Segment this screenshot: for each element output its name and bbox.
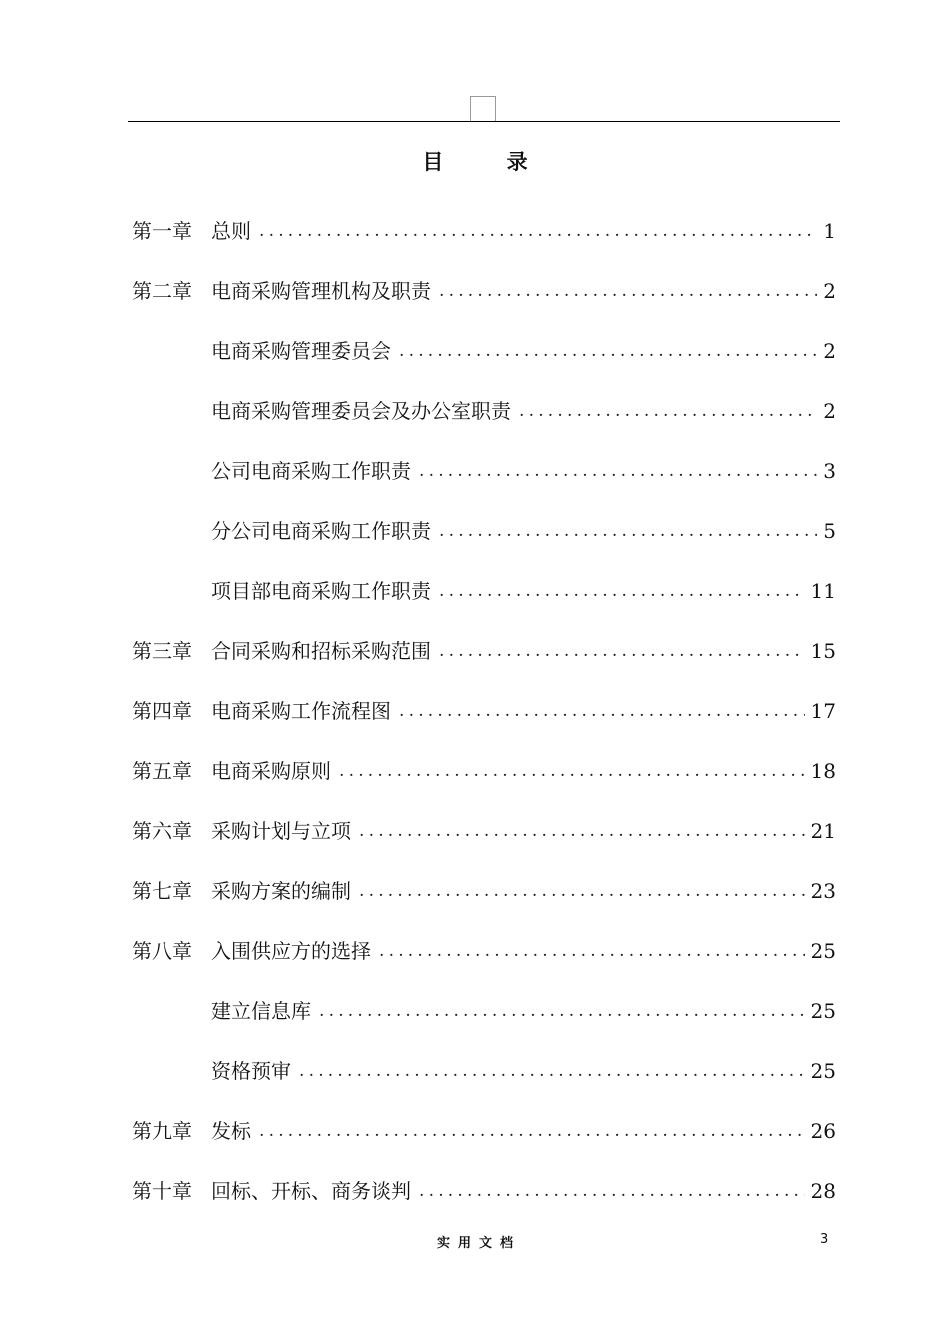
entry-title: 电商采购原则 [211,759,331,783]
toc-entry-chapter-3[interactable] [132,621,836,681]
toc-entry-section[interactable] [132,321,836,381]
dot-leader [259,1113,805,1149]
page-number: 11 [810,579,836,603]
page-number: 2 [823,339,836,363]
chapter-number: 第二章 [132,279,192,303]
entry-title: 采购计划与立项 [211,819,351,843]
footer-page-number: 3 [820,1232,829,1247]
chapter-number: 第九章 [132,1119,192,1143]
dot-leader [299,1053,805,1089]
dot-leader [339,753,805,789]
entry-title: 分公司电商采购工作职责 [211,519,431,543]
dot-leader [439,273,817,309]
page-number: 17 [810,699,836,723]
page-number: 25 [810,939,836,963]
page-number: 25 [810,999,836,1023]
entry-title: 建立信息库 [211,999,311,1023]
entry-title: 电商采购管理委员会 [211,339,391,363]
page-number: 15 [810,639,836,663]
dot-leader [419,453,817,489]
chapter-number: 第八章 [132,939,192,963]
entry-title: 合同采购和招标采购范围 [211,639,431,663]
dot-leader [519,393,817,429]
toc-entry-chapter-9[interactable] [132,1101,836,1161]
dot-leader [259,213,817,249]
page-number: 23 [810,879,836,903]
entry-title: 电商采购工作流程图 [211,699,391,723]
page-number: 28 [810,1179,836,1203]
dot-leader [319,993,805,1029]
dot-leader [439,513,817,549]
entry-title: 发标 [211,1119,251,1143]
toc-entry-section[interactable] [132,441,836,501]
chapter-number: 第三章 [132,639,192,663]
toc-entry-chapter-5[interactable] [132,741,836,801]
header-frame [470,96,496,121]
footer-label: 实用文档 [436,1236,521,1251]
toc-entry-chapter-8[interactable] [132,921,836,981]
page-number: 2 [823,279,836,303]
entry-title: 项目部电商采购工作职责 [211,579,431,603]
dot-leader [439,573,805,609]
entry-title: 电商采购管理机构及职责 [211,279,431,303]
header-rule [128,121,840,122]
chapter-number: 第六章 [132,819,192,843]
page-number: 5 [823,519,836,543]
chapter-number: 第七章 [132,879,192,903]
page-number: 1 [823,219,836,243]
page-number: 18 [810,759,836,783]
entry-title: 采购方案的编制 [211,879,351,903]
toc-entry-chapter-10[interactable] [132,1161,836,1221]
toc-title: 目 录 [422,149,556,174]
dot-leader [399,693,805,729]
toc-list [132,201,836,1221]
toc-entry-section[interactable] [132,501,836,561]
toc-entry-chapter-2[interactable] [132,261,836,321]
entry-title: 入围供应方的选择 [211,939,371,963]
page-number: 2 [823,399,836,423]
page-number: 21 [810,819,836,843]
toc-entry-section[interactable] [132,981,836,1041]
page-number: 26 [810,1119,836,1143]
entry-title: 总则 [211,219,251,243]
dot-leader [439,633,805,669]
chapter-number: 第五章 [132,759,192,783]
toc-entry-section[interactable] [132,381,836,441]
toc-entry-section[interactable] [132,561,836,621]
dot-leader [359,813,805,849]
chapter-number: 第一章 [132,219,192,243]
entry-title: 公司电商采购工作职责 [211,459,411,483]
chapter-number: 第四章 [132,699,192,723]
entry-title: 回标、开标、商务谈判 [211,1179,411,1203]
dot-leader [399,333,817,369]
dot-leader [359,873,805,909]
page-number: 25 [810,1059,836,1083]
toc-entry-chapter-7[interactable] [132,861,836,921]
dot-leader [419,1173,805,1209]
dot-leader [379,933,805,969]
entry-title: 资格预审 [211,1059,291,1083]
page-number: 3 [823,459,836,483]
toc-entry-chapter-1[interactable] [132,201,836,261]
toc-entry-chapter-4[interactable] [132,681,836,741]
toc-entry-chapter-6[interactable] [132,801,836,861]
toc-entry-section[interactable] [132,1041,836,1101]
entry-title: 电商采购管理委员会及办公室职责 [211,399,511,423]
chapter-number: 第十章 [132,1179,192,1203]
